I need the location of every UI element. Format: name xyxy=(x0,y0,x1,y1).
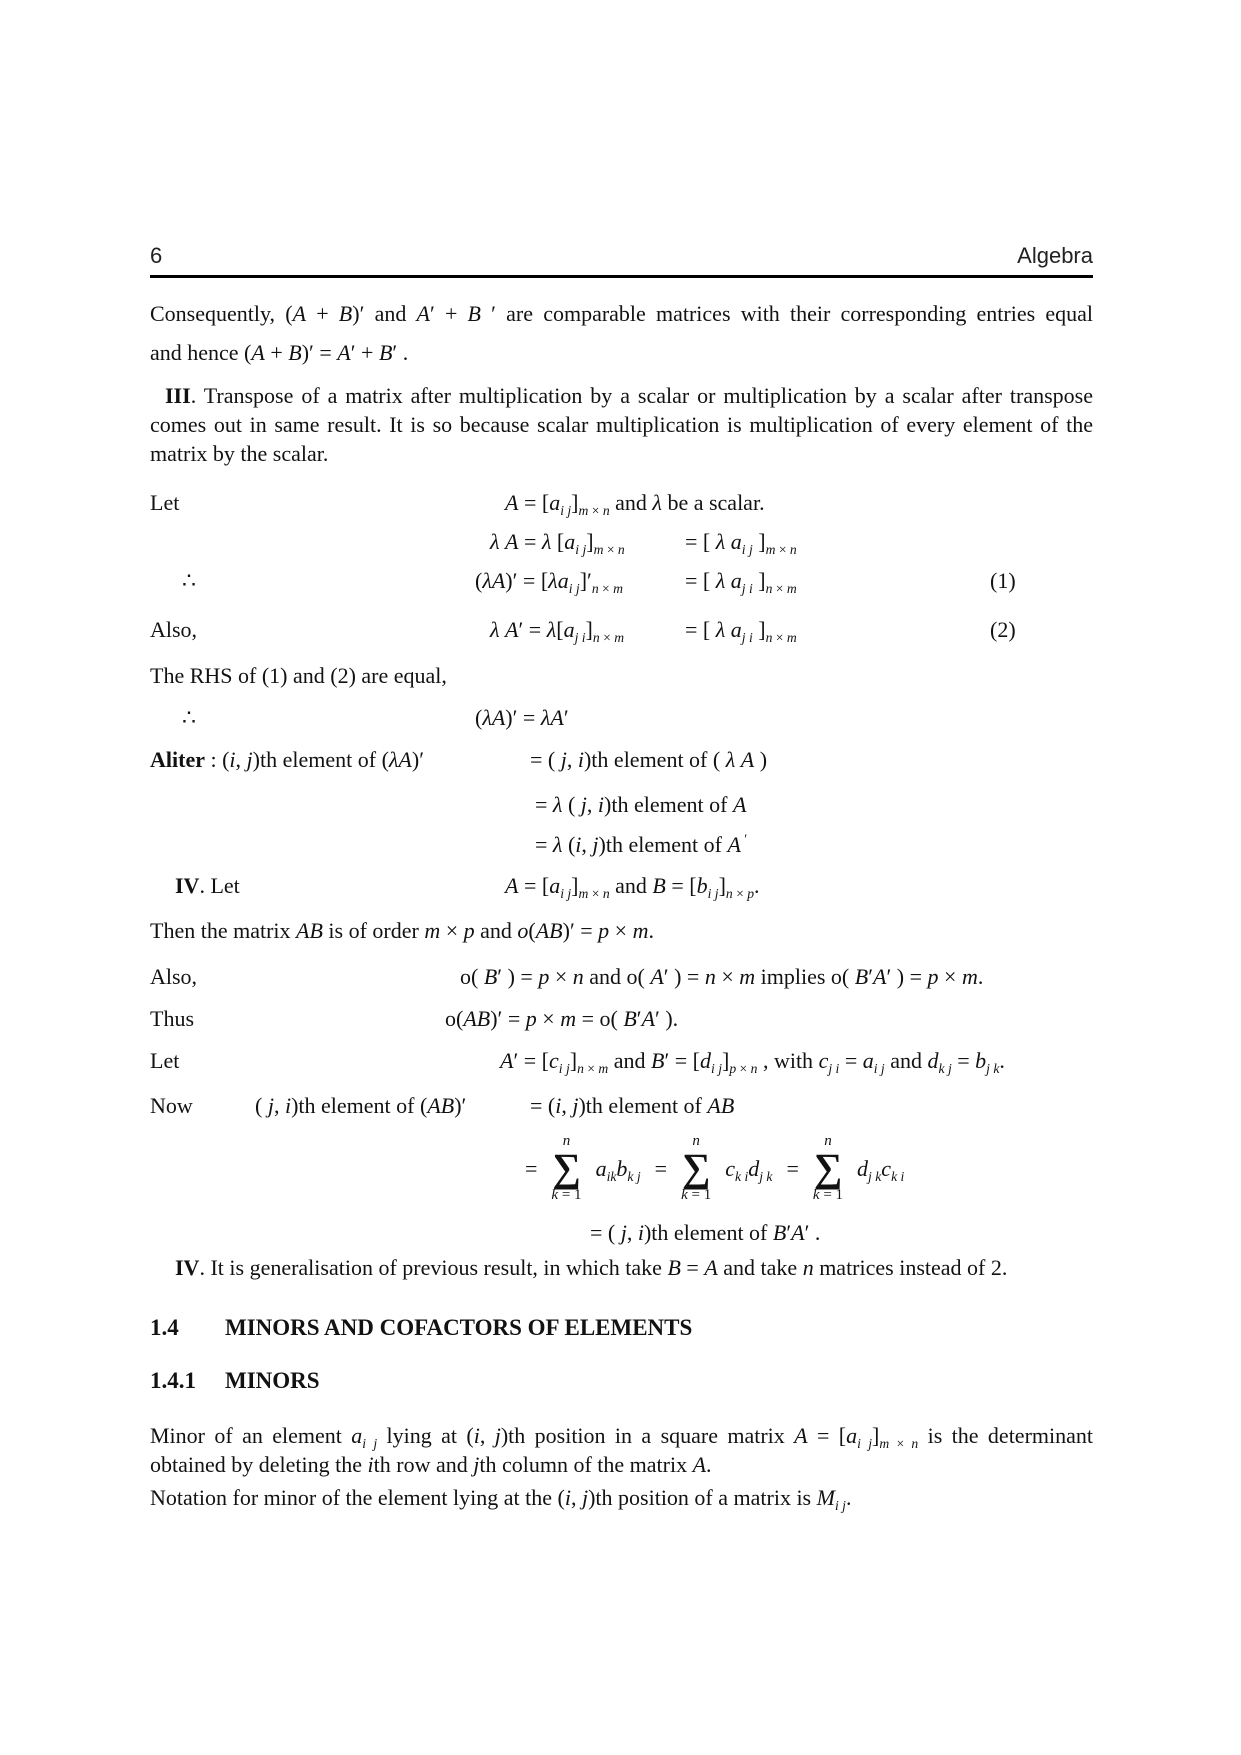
line-rhs-equal xyxy=(150,661,1093,707)
summation-term: $d_{j k}c_{k i}$ xyxy=(857,1155,905,1184)
line-then-matrix-order xyxy=(150,916,1093,962)
section-heading-1-4-1 xyxy=(150,1368,1093,1404)
equals-sign: = xyxy=(654,1155,668,1181)
equation-body: = [ λ $a_{i j}$ ]$_{m \times n}$ xyxy=(685,529,797,558)
sigma-icon: ∑ xyxy=(681,1145,711,1190)
section-title: MINORS xyxy=(225,1368,320,1393)
equation-row-orders-thus xyxy=(150,1004,1093,1050)
header-rule xyxy=(150,275,1093,278)
equation-body: = λ (i, j)th element of A ′ xyxy=(535,831,748,857)
running-head-title: Algebra xyxy=(1017,243,1093,268)
equals-sign: = xyxy=(525,1155,538,1181)
section-title: MINORS AND COFACTORS OF ELEMENTS xyxy=(225,1315,693,1340)
equation-label: Also, xyxy=(150,617,198,642)
summation-term: $a_{ik}b_{k j}$ xyxy=(595,1155,641,1184)
paragraph-point-iii xyxy=(150,381,1093,468)
equation-row-let-transposes xyxy=(150,1046,1093,1092)
section-number: 1.4.1 xyxy=(150,1368,196,1393)
equation-row-now-element xyxy=(150,1091,1093,1137)
paragraph-point-iv-generalisation: IV. It is generalisation of previous result, in which take B = A and take n matrices instead of 2. xyxy=(175,1255,1008,1280)
summation-symbol-1 xyxy=(551,1134,581,1203)
paragraph-line: obtained by deleting the ith row and jth column of the matrix A. xyxy=(150,1452,712,1477)
equation-number: (2) xyxy=(990,617,1016,642)
equation-body: λ $A' = \lambda[a_{j i}]_{n \times m}$ xyxy=(490,617,625,646)
equation-label: Now xyxy=(150,1093,193,1118)
equation-body: = [ λ $a_{j i}$ ]$_{n \times m}$ xyxy=(685,568,797,597)
paragraph-line: matrix by the scalar. xyxy=(150,441,329,466)
equation-body: $A = [a_{i j}]_{m \times n}$ and λ be a scalar. xyxy=(505,490,765,519)
text-line: Then the matrix AB is of order m × p and o(AB)′ = p × m. xyxy=(150,918,654,943)
paragraph-line: comes out in same result. It is so because scalar multiplication is multiplication of every element of the xyxy=(150,412,1093,437)
equation-body: = ( j, i)th element of ( λ A ) xyxy=(530,747,768,772)
equation-row-2 xyxy=(150,615,1093,661)
equation-row-aliter-step3 xyxy=(150,830,1093,876)
equation-label: Aliter : (i, j)th element of (λA)′ xyxy=(150,747,425,772)
summation-lower-limit: k = 1 xyxy=(681,1187,712,1203)
equation-row-summation xyxy=(150,1134,1093,1214)
equation-body: ( j, i)th element of (AB)′ xyxy=(255,1093,467,1118)
equation-row-orders-also xyxy=(150,962,1093,1008)
paragraph-line: Minor of an element $a_{i j}$ lying at (i, j)th position in a square matrix $A = [a_{i j}]_{m \times n}$ is the determinant xyxy=(150,1423,1093,1452)
text-line: The RHS of (1) and (2) are equal, xyxy=(150,663,447,688)
equation-label: Let xyxy=(150,1048,180,1073)
equation-label: Also, xyxy=(150,964,198,989)
section-heading-1-4 xyxy=(150,1315,1093,1351)
equation-body: (λA)′ = λA′ xyxy=(475,705,569,730)
summation-upper-limit: n xyxy=(692,1133,700,1149)
paragraph-line: Consequently, (A + B)′ and A′ + B ′ are comparable matrices with their corresponding entries equal xyxy=(150,301,1093,326)
equation-number: (1) xyxy=(990,568,1016,593)
summation-lower-limit: k = 1 xyxy=(812,1187,844,1203)
sigma-icon: ∑ xyxy=(813,1145,843,1190)
equals-sign: = xyxy=(786,1155,799,1181)
equation-body: o( B′ ) = p × n and o( A′ ) = n × m implies o( B′A′ ) = p × m. xyxy=(460,964,984,989)
sigma-icon: ∑ xyxy=(552,1145,581,1190)
therefore-symbol: ∴ xyxy=(182,568,196,593)
summation-upper-limit: n xyxy=(562,1133,571,1149)
equation-body: = [ λ $a_{j i}$ ]$_{n \times m}$ xyxy=(685,617,797,646)
equation-row-iv-let xyxy=(150,871,1093,917)
equation-body: $(\lambda A)' = [\lambda a_{i j}]'_{n \times m}$ xyxy=(475,568,623,597)
equation-body: = ( j, i)th element of B′A′ . xyxy=(590,1220,821,1245)
section-number: 1.4 xyxy=(150,1315,179,1340)
summation-symbol-2 xyxy=(681,1134,711,1203)
equation-row-aliter xyxy=(150,745,1093,791)
equation-label: Thus xyxy=(150,1006,194,1031)
paragraph-consequently xyxy=(150,294,1093,372)
equation-label: IV. Let xyxy=(175,873,240,898)
equation-row-conclusion xyxy=(150,703,1093,749)
paragraph-line: and hence (A + B)′ = A′ + B′ . xyxy=(150,340,409,365)
summation-symbol-3 xyxy=(813,1134,843,1203)
equation-body: = λ ( j, i)th element of A xyxy=(535,792,747,817)
equation-body: $A = [a_{i j}]_{m \times n}$ and $B = [b_{i j}]_{n \times p}$. xyxy=(505,873,760,902)
summation-upper-limit: n xyxy=(824,1133,832,1149)
paragraph-minor-definition xyxy=(150,1421,1093,1479)
summation-line xyxy=(525,1134,904,1203)
summation-lower-limit: k = 1 xyxy=(551,1187,582,1203)
line-minor-notation: Notation for minor of the element lying at the (i, j)th position of a matrix is $M_{i j}$. xyxy=(150,1485,852,1514)
equation-label: Let xyxy=(150,490,180,515)
equation-body: $A' = [c_{i j}]_{n \times m}$ and $B' = [d_{i j}]_{p \times n}$ , with $c_{j i} = a_{i j}$ and $d_{k j} = b_{j k}$. xyxy=(500,1048,1005,1077)
equation-body: = (i, j)th element of AB xyxy=(530,1093,735,1118)
page-number: 6 xyxy=(150,243,163,268)
paragraph-line: III. Transpose of a matrix after multiplication by a scalar or multiplication by a scalar after transpose xyxy=(165,383,1093,408)
equation-body: λ A = λ $[a_{i j}]_{m \times n}$ xyxy=(490,529,625,558)
equation-body: o(AB)′ = p × m = o( B′A′ ). xyxy=(445,1006,679,1031)
summation-term: $c_{k i}d_{j k}$ xyxy=(725,1155,773,1184)
equation-row-1 xyxy=(150,566,1093,612)
therefore-symbol: ∴ xyxy=(182,705,196,730)
